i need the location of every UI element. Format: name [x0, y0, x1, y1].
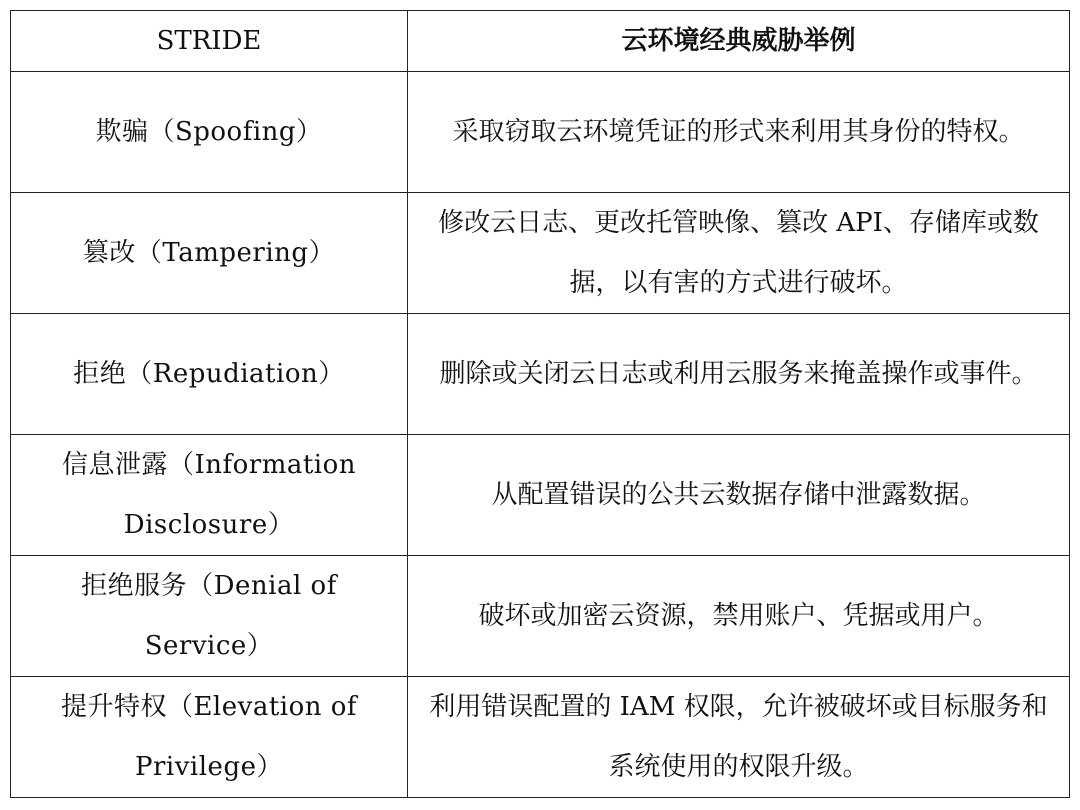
- table-body: [11, 72, 1070, 798]
- example-cell: 采取窃取云环境凭证的形式来利用其身份的特权。: [408, 72, 1070, 193]
- threat-cell: 欺骗（Spoofing）: [11, 72, 408, 193]
- example-cell: 删除或关闭云日志或利用云服务来掩盖操作或事件。: [408, 314, 1070, 435]
- table-row: [11, 193, 1070, 314]
- header-stride: STRIDE: [11, 11, 408, 72]
- threat-cell: 拒绝服务（Denial of Service）: [11, 556, 408, 677]
- table-row: [11, 435, 1070, 556]
- table-row: [11, 72, 1070, 193]
- example-cell: 破坏或加密云资源，禁用账户、凭据或用户。: [408, 556, 1070, 677]
- table-row: [11, 677, 1070, 798]
- header-cloud-threat-examples: 云环境经典威胁举例: [408, 11, 1070, 72]
- example-cell: 修改云日志、更改托管映像、篡改 API、存储库或数据，以有害的方式进行破坏。: [408, 193, 1070, 314]
- stride-threat-table: [10, 10, 1070, 798]
- threat-cell: 提升特权（Elevation of Privilege）: [11, 677, 408, 798]
- table-row: [11, 556, 1070, 677]
- threat-cell: 篡改（Tampering）: [11, 193, 408, 314]
- threat-cell: 拒绝（Repudiation）: [11, 314, 408, 435]
- table-row: [11, 314, 1070, 435]
- header-row: [11, 11, 1070, 72]
- example-cell: 从配置错误的公共云数据存储中泄露数据。: [408, 435, 1070, 556]
- table-header: [11, 11, 1070, 72]
- example-cell: 利用错误配置的 IAM 权限，允许被破坏或目标服务和系统使用的权限升级。: [408, 677, 1070, 798]
- threat-cell: 信息泄露（Information Disclosure）: [11, 435, 408, 556]
